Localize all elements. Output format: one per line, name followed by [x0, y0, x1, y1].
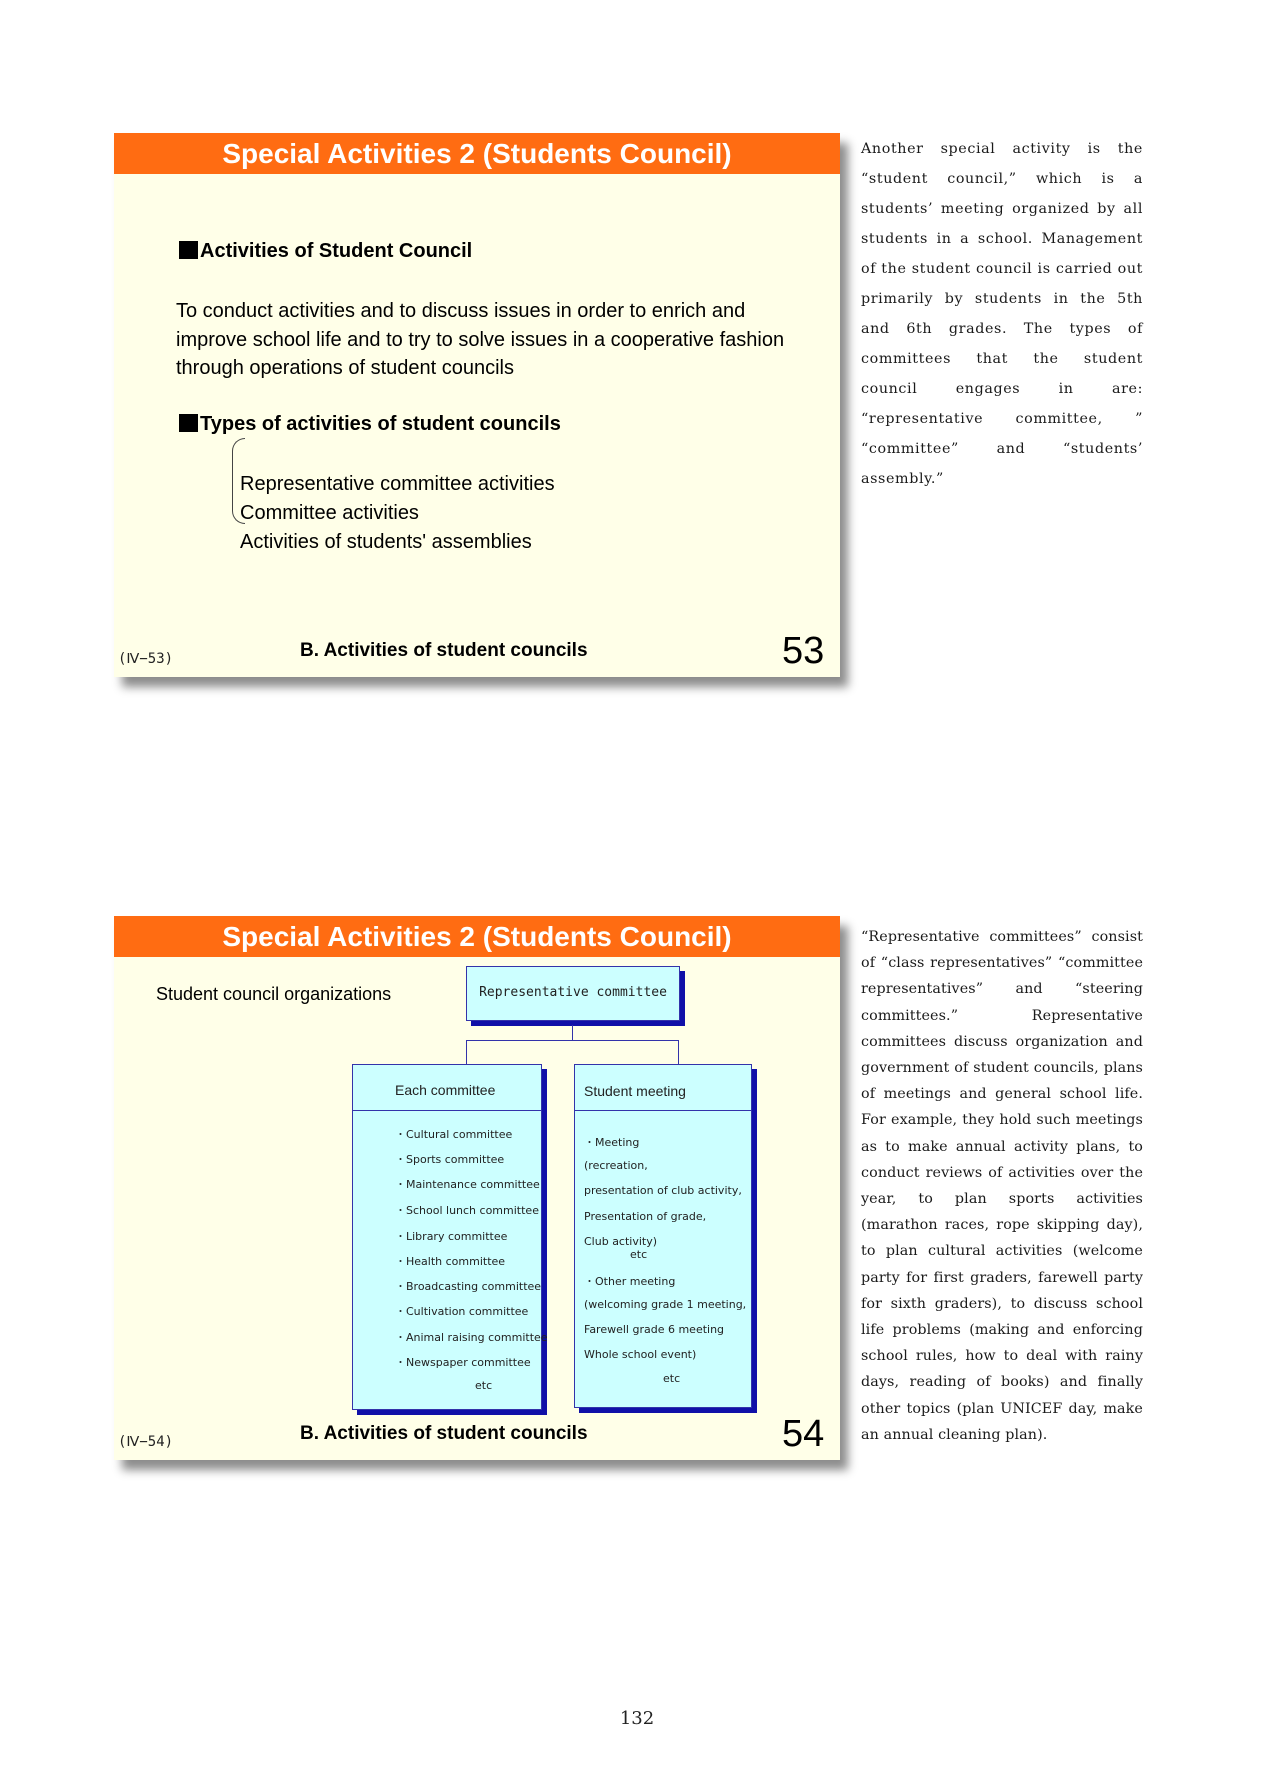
each-committee-box [352, 1064, 548, 1410]
committee-item: ・Cultivation committee [395, 1305, 529, 1318]
body-line-3: through operations of student councils [176, 357, 514, 379]
type-item-2: Committee activities [240, 502, 419, 524]
slide-code: (Ⅳ−53) [118, 651, 174, 667]
meeting-item: Club activity) [584, 1235, 658, 1248]
meeting-item-etc: etc [630, 1248, 648, 1261]
type-item-1: Representative committee activities [240, 473, 555, 495]
meeting-item: ・Meeting [584, 1136, 640, 1149]
slide-title: Special Activities 2 (Students Council) [114, 916, 840, 957]
committee-item: ・Sports committee [395, 1153, 505, 1166]
paragraph-1: Another special activity is the “student council,” which is a students’ meeting organized by all students in a school. Management of the student council is carried out primarily by students in the 5th and 6th grades. The types of committees that the student council engages in are: “representative committee, ” “committee” and “students’ assembly.” [861, 141, 1143, 487]
meeting-item: Presentation of grade, [584, 1210, 707, 1223]
slide-footer: B. Activities of student councils [300, 1423, 588, 1444]
meeting-item-etc: etc [663, 1372, 681, 1385]
meeting-item: Farewell grade 6 meeting [584, 1323, 725, 1336]
committee-item: ・School lunch committee [395, 1204, 539, 1217]
type-item-3: Activities of students' assemblies [240, 531, 532, 553]
body-line-2: improve school life and to try to solve issues in a cooperative fashion [176, 329, 785, 351]
divider [353, 1110, 541, 1111]
types-heading: Types of activities of student councils [179, 413, 561, 436]
committee-item: ・Health committee [395, 1255, 506, 1268]
representative-committee-box [466, 966, 680, 1021]
org-label: Student council organizations [156, 984, 392, 1004]
meeting-item: presentation of club activity, [584, 1184, 742, 1197]
committee-item: ・Cultural committee [395, 1128, 513, 1141]
square-bullet-icon [179, 414, 198, 432]
paragraph-2: “Representative committees” consist of “class representatives” “committee representatives” and “steering committees.” Representative committees discuss organization and government of student councils, plans of meetings and general school life. For example, they hold such meetings as to make annual activity plans, to conduct reviews of activities over the year, to plan sports activities (marathon races, rope skipping day), to plan cultural activities (welcome party for first graders, farewell party for sixth graders), to discuss school life problems (making and enforcing school rules, how to deal with rainy days, reading of books) and finally other topics (plan UNICEF day, make an annual cleaning plan). [861, 929, 1143, 1443]
student-meeting-title: Student meeting [584, 1083, 686, 1099]
slide-53 [114, 133, 840, 677]
meeting-item: (welcoming grade 1 meeting, [584, 1298, 747, 1311]
slide-number: 53 [782, 630, 825, 672]
connector-right [678, 1040, 679, 1064]
meeting-item: Whole school event) [584, 1348, 697, 1361]
connector-left [466, 1040, 467, 1064]
body-line-1: To conduct activities and to discuss issues in order to enrich and [176, 300, 746, 322]
representative-committee-label: Representative committee [479, 985, 667, 1000]
slide-footer: B. Activities of student councils [300, 640, 588, 661]
committee-item: ・Maintenance committee [395, 1178, 540, 1191]
meeting-item: (recreation, [584, 1159, 648, 1172]
committee-item-etc: etc [475, 1379, 493, 1392]
committee-item: ・Broadcasting committee [395, 1280, 542, 1293]
connector-horizontal [466, 1040, 678, 1041]
activities-heading: Activities of Student Council [179, 240, 472, 263]
meeting-item: ・Other meeting [584, 1275, 676, 1288]
slide-54 [114, 916, 840, 1460]
committee-item: ・Animal raising committee [395, 1331, 548, 1344]
page-number: 132 [619, 1708, 655, 1729]
slide-title: Special Activities 2 (Students Council) [114, 133, 840, 174]
student-meeting-box [574, 1064, 752, 1408]
committee-item: ・Newspaper committee [395, 1356, 531, 1369]
slide-code: (Ⅳ−54) [118, 1434, 174, 1450]
slide-number: 54 [782, 1413, 825, 1455]
square-bullet-icon [179, 241, 198, 259]
each-committee-title: Each committee [395, 1082, 496, 1098]
connector-vertical [572, 1025, 573, 1040]
committee-item: ・Library committee [395, 1230, 508, 1243]
divider [575, 1110, 751, 1111]
